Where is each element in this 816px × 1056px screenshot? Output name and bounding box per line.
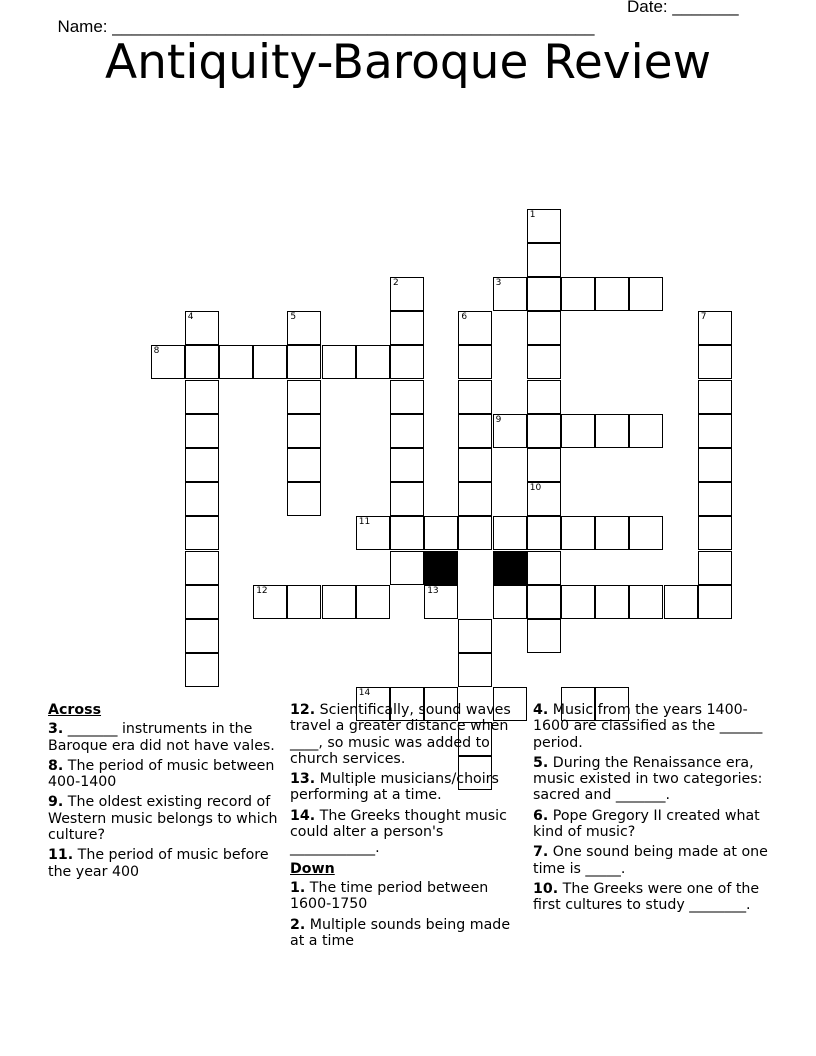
crossword-cell[interactable] [185,619,219,653]
crossword-cell[interactable] [253,585,287,619]
crossword-cell[interactable] [527,277,561,311]
clue-number: 4 [187,312,194,323]
crossword-cell[interactable] [458,380,492,414]
clue-number: 12 [256,585,268,596]
crossword-cell[interactable] [287,311,321,345]
crossword-cell[interactable] [458,516,492,550]
crossword-cell[interactable] [664,585,698,619]
crossword-cell[interactable] [424,585,458,619]
crossword-cell[interactable] [493,585,527,619]
across-clue: 13. Multiple musicians/choirs performing at a time. [290,771,499,804]
crossword-cell[interactable] [185,380,219,414]
crossword-cell[interactable] [527,585,561,619]
clue-column-2 [290,702,518,953]
crossword-cell[interactable] [287,345,321,379]
crossword-cell[interactable] [629,516,663,550]
crossword-cell[interactable] [458,482,492,516]
crossword-cell[interactable] [458,619,492,653]
crossword-cell[interactable] [493,414,527,448]
crossword-cell[interactable] [356,345,390,379]
name-field-label: Name: ___________________________________________________ [57,17,595,36]
crossword-cell[interactable] [698,345,732,379]
clue-number: 9 [495,414,502,425]
down-clue: 2. Multiple sounds being made at a time [290,916,511,949]
down-clue: 7. One sound being made at one time is _____. [533,844,768,877]
crossword-cell[interactable] [561,277,595,311]
crossword-cell[interactable] [390,482,424,516]
crossword-cell[interactable] [390,551,424,585]
crossword-cell[interactable] [390,380,424,414]
crossword-cell[interactable] [698,414,732,448]
crossword-cell[interactable] [527,243,561,277]
across-heading: Across [48,702,102,718]
clue-number: 1 [529,209,536,220]
crossword-cell[interactable] [185,653,219,687]
crossword-cell[interactable] [287,585,321,619]
crossword-cell[interactable] [185,482,219,516]
crossword-cell[interactable] [527,551,561,585]
crossword-cell[interactable] [698,551,732,585]
crossword-cell[interactable] [287,448,321,482]
clue-number: 8 [153,346,160,357]
across-clue: 8. The period of music between 400-1400 [48,757,275,791]
down-clue: 5. During the Renaissance era, music existed in two categories: sacred and _______. [533,754,763,804]
across-clue: 14. The Greeks thought music could alter a person's ____________. [290,807,507,857]
clue-number: 5 [290,312,297,323]
across-clue: 11. The period of music before the year 400 [48,847,269,880]
crossword-cell[interactable] [185,585,219,619]
crossword-cell[interactable] [219,345,253,379]
crossword-cell[interactable] [287,380,321,414]
blocked-cell [424,551,458,585]
blocked-cell [493,551,527,585]
crossword-cell[interactable] [561,414,595,448]
crossword-cell[interactable] [561,516,595,550]
crossword-cell[interactable] [356,585,390,619]
crossword-cell[interactable] [458,653,492,687]
crossword-cell[interactable] [527,311,561,345]
across-clue: 3. _______ instruments in the Baroque era did not have vales. [48,721,275,754]
clue-number: 11 [358,517,371,528]
down-clue: 4. Music from the years 1400-1600 are classified as the ______ period. [533,702,763,751]
page-title: Antiquity-Baroque Review [104,35,712,90]
clue-number: 3 [495,278,502,288]
down-heading: Down [290,860,335,877]
crossword-cell[interactable] [527,448,561,482]
clue-number: 13 [427,585,439,596]
crossword-cell[interactable] [595,585,629,619]
crossword-cell[interactable] [698,448,732,482]
crossword-cell[interactable] [458,311,492,345]
clue-number: 7 [700,312,707,323]
crossword-cell[interactable] [527,414,561,448]
crossword-cell[interactable] [390,311,424,345]
crossword-cell[interactable] [493,516,527,550]
crossword-cell[interactable] [185,448,219,482]
crossword-cell[interactable] [185,345,219,379]
crossword-cell[interactable] [698,585,732,619]
crossword-cell[interactable] [458,448,492,482]
crossword-cell[interactable] [698,482,732,516]
crossword-cell[interactable] [185,414,219,448]
clue-column-3 [533,702,769,918]
crossword-cell[interactable] [595,277,629,311]
crossword-cell[interactable] [185,551,219,585]
down-clue: 1. The time period between 1600-1750 [290,879,489,913]
crossword-cell[interactable] [629,585,663,619]
date-field-label: Date: _______ [627,0,739,16]
crossword-cell[interactable] [629,414,663,448]
crossword-cell[interactable] [698,311,732,345]
crossword-cell[interactable] [527,516,561,550]
clue-number: 10 [529,483,542,494]
crossword-cell[interactable] [527,619,561,653]
crossword-cell[interactable] [151,345,185,379]
crossword-cell[interactable] [493,277,527,311]
crossword-cell[interactable] [356,516,390,550]
crossword-cell[interactable] [527,209,561,243]
crossword-cell[interactable] [458,345,492,379]
crossword-cell[interactable] [527,345,561,379]
crossword-cell[interactable] [322,585,356,619]
crossword-cell[interactable] [527,380,561,414]
crossword-cell[interactable] [698,380,732,414]
across-clue: 9. The oldest existing record of Western music belongs to which culture? [48,794,278,844]
crossword-cell[interactable] [322,345,356,379]
clue-column-1 [48,702,280,884]
crossword-cell[interactable] [390,277,424,311]
crossword-cell[interactable] [458,414,492,448]
across-clue: 12. Scientifically, sound waves travel a greater distance when ____, so music was added to church services. [290,702,511,767]
crossword-cell[interactable] [595,516,629,550]
crossword-cell[interactable] [185,311,219,345]
crossword-cell[interactable] [561,585,595,619]
crossword-cell[interactable] [287,414,321,448]
clue-number: 6 [461,312,468,323]
crossword-cell[interactable] [185,516,219,550]
crossword-cell[interactable] [390,414,424,448]
crossword-cell[interactable] [424,516,458,550]
crossword-cell[interactable] [698,516,732,550]
crossword-cell[interactable] [390,345,424,379]
crossword-cell[interactable] [527,482,561,516]
crossword-cell[interactable] [390,448,424,482]
crossword-cell[interactable] [253,345,287,379]
down-clue: 6. Pope Gregory II created what kind of music? [533,807,760,841]
crossword-cell[interactable] [390,516,424,550]
down-clue: 10. The Greeks were one of the first cultures to study ________. [533,880,760,914]
clue-number: 2 [393,278,399,288]
crossword-cell[interactable] [287,482,321,516]
clue-number: 14 [358,688,371,699]
crossword-cell[interactable] [629,277,663,311]
crossword-cell[interactable] [595,414,629,448]
